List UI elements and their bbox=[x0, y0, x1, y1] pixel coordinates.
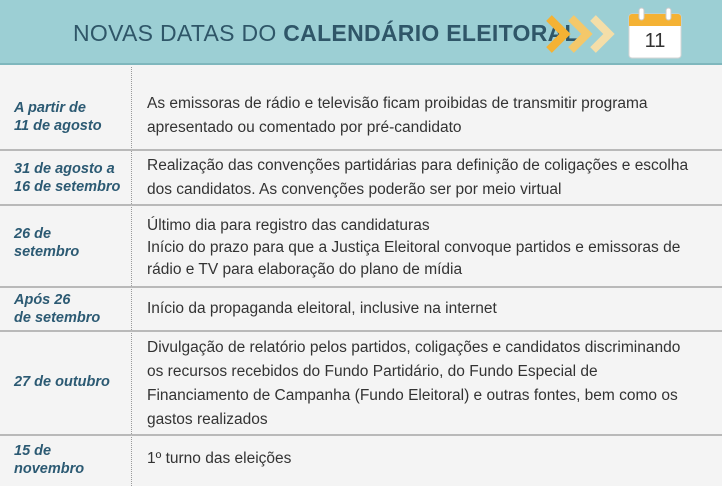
desc-line: Divulgação de relatório pelos partidos, coligações e candidatos discriminando bbox=[147, 339, 681, 356]
row-description bbox=[147, 154, 707, 202]
row-5 bbox=[0, 332, 722, 436]
desc-line: dos candidatos. As convenções poderão ser por meio virtual bbox=[147, 181, 562, 198]
date-line: 15 de bbox=[14, 443, 52, 459]
date-line: A partir de bbox=[14, 100, 86, 116]
chevron-1-icon bbox=[549, 18, 565, 50]
desc-line: os recursos recebidos do Fundo Partidário, do Fundo Especial de bbox=[147, 363, 598, 380]
date-line: setembro bbox=[14, 244, 80, 260]
row-1 bbox=[0, 67, 722, 151]
row-date bbox=[14, 225, 124, 261]
row-description bbox=[147, 215, 707, 281]
date-line: 27 de outubro bbox=[14, 374, 110, 390]
desc-line: As emissoras de rádio e televisão ficam proibidas de transmitir programa bbox=[147, 95, 648, 112]
row-date bbox=[14, 291, 124, 327]
date-line: 16 de setembro bbox=[14, 179, 121, 195]
row-date bbox=[14, 99, 124, 135]
date-line: 11 de agosto bbox=[14, 118, 102, 134]
row-description bbox=[147, 92, 707, 140]
desc-line: 1º turno das eleições bbox=[147, 450, 292, 467]
desc-line: Início da propaganda eleitoral, inclusive na internet bbox=[147, 300, 497, 317]
chevron-3-icon bbox=[593, 18, 609, 50]
header-banner bbox=[0, 0, 722, 65]
desc-line: Último dia para registro das candidaturas bbox=[147, 217, 430, 234]
chevron-2-icon bbox=[571, 18, 587, 50]
desc-line: Realização das convenções partidárias para definição de coligações e escolha bbox=[147, 157, 689, 174]
row-description bbox=[147, 447, 707, 471]
row-2 bbox=[0, 151, 722, 206]
date-line: 26 de bbox=[14, 226, 52, 242]
desc-line: apresentado ou comentado por pré-candidato bbox=[147, 119, 462, 136]
date-line: novembro bbox=[14, 461, 85, 477]
page-title bbox=[73, 20, 579, 47]
desc-line: rádio e TV para elaboração do plano de mídia bbox=[147, 261, 463, 278]
row-date bbox=[14, 373, 124, 391]
row-description bbox=[147, 336, 707, 432]
date-line: Após 26 bbox=[14, 292, 71, 308]
row-date bbox=[14, 442, 124, 478]
calendar-icon bbox=[626, 6, 684, 60]
date-line: de setembro bbox=[14, 310, 101, 326]
row-6 bbox=[0, 436, 722, 486]
desc-line: gastos realizados bbox=[147, 411, 268, 428]
title-regular: NOVAS DATAS DO bbox=[73, 20, 284, 46]
row-3 bbox=[0, 206, 722, 288]
row-4 bbox=[0, 288, 722, 332]
desc-line: Financiamento de Campanha (Fundo Eleitoral) e outras fontes, bem como os bbox=[147, 387, 678, 404]
row-description bbox=[147, 297, 707, 321]
calendar-day: 11 bbox=[644, 30, 666, 52]
title-bold: CALENDÁRIO ELEITORAL bbox=[283, 20, 579, 46]
date-line: 31 de agosto a bbox=[14, 161, 115, 177]
row-date bbox=[14, 160, 124, 196]
chevrons-icon bbox=[545, 14, 625, 54]
desc-line: Início do prazo para que a Justiça Eleitoral convoque partidos e emissoras de bbox=[147, 239, 681, 256]
